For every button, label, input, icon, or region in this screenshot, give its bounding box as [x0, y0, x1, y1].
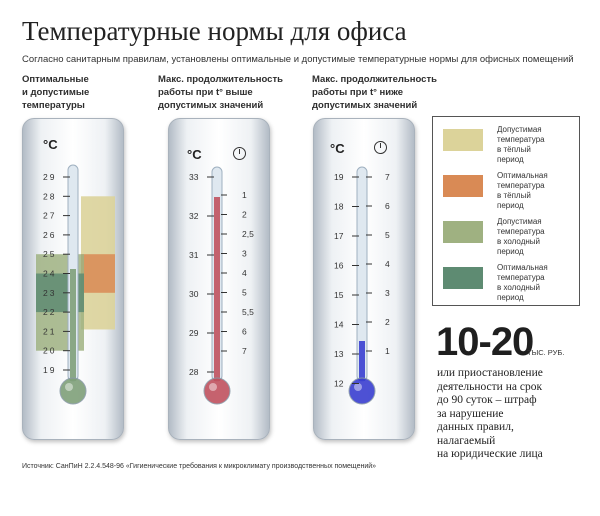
scale-tick-label: 22 [43, 307, 57, 318]
fine-description: или приостановление деятельности на срок до 90 суток – штраф за нарушение данных правил, налагаемый на юридические лица [437, 367, 543, 460]
scale-tick-label: 18 [334, 201, 344, 212]
scale-tick-label: 27 [43, 210, 57, 221]
hours-tick-label: 6 [385, 201, 390, 211]
bulb-highlight [65, 383, 73, 391]
scale-tick-label: 25 [43, 249, 57, 260]
scale-tick-label: 13 [334, 349, 344, 359]
hours-tick-label: 7 [385, 172, 390, 182]
column-label-optimal: Оптимальные и допустимые температуры [22, 74, 90, 111]
temperature-band [81, 254, 115, 293]
legend-item-cold-permissible [443, 217, 575, 255]
scale-tick-label: 31 [189, 250, 199, 260]
thermometer-optimal [22, 118, 124, 440]
scale-tick-label: 17 [334, 231, 344, 241]
legend-item-cold-optimal [443, 263, 575, 301]
hours-tick-label: 3 [385, 288, 390, 298]
bulb-highlight [209, 383, 217, 391]
hours-tick-label: 5 [242, 287, 247, 298]
scale-tick-label: 33 [189, 172, 199, 182]
thermometer-bulb [60, 378, 86, 404]
column-label-below: Макс. продолжительность работы при t° ниже допустимых значений [312, 74, 437, 111]
thermometer-bulb [349, 378, 375, 404]
hours-tick-label: 4 [385, 259, 390, 269]
legend-swatch [443, 221, 483, 243]
legend-label: Оптимальная температура в холодный период [497, 263, 548, 302]
scale-tick-label: 20 [43, 345, 57, 356]
hours-tick-label: 5,5 [242, 307, 254, 317]
celsius-unit: °C [43, 137, 58, 152]
scale-tick-label: 16 [334, 260, 344, 271]
thermometer-below-scale [314, 119, 414, 439]
column-label-above: Макс. продолжительность работы при t° выше допустимых значений [158, 74, 283, 111]
thermometer-bulb [204, 378, 230, 404]
thermometer-optimal-scale [23, 119, 123, 439]
scale-tick-label: 14 [334, 319, 344, 330]
page-title: Температурные нормы для офиса [22, 16, 407, 46]
legend-item-warm-optimal [443, 171, 575, 209]
scale-tick-label: 15 [334, 290, 344, 300]
thermometer-fluid [359, 341, 365, 381]
thermometer-fluid [70, 269, 76, 381]
legend-label: Оптимальная температура в тёплый период [497, 171, 548, 210]
scale-tick-label: 19 [334, 172, 344, 182]
scale-tick-label: 32 [189, 211, 199, 221]
hours-tick-label: 7 [242, 346, 247, 356]
scale-tick-label: 29 [189, 328, 199, 338]
legend-label: Допустимая температура в холодный период [497, 217, 545, 256]
celsius-unit: °C [330, 141, 345, 156]
celsius-unit: °C [187, 147, 202, 162]
legend-swatch [443, 175, 483, 197]
scale-tick-label: 28 [43, 191, 57, 202]
scale-tick-label: 21 [43, 326, 57, 337]
legend-swatch [443, 267, 483, 289]
hours-tick-label: 5 [385, 230, 390, 240]
legend-label: Допустимая температура в тёплый период [497, 125, 545, 164]
fine-currency: ТЫС. РУБ. [527, 348, 565, 357]
page-subtitle: Согласно санитарным правилам, установлены оптимальные и допустимые температурные нормы для офисных помещений [22, 54, 574, 65]
hours-tick-label: 1 [242, 190, 247, 200]
legend [432, 116, 580, 306]
scale-tick-label: 29 [43, 172, 57, 182]
hours-tick-label: 2,5 [242, 229, 254, 239]
thermometer-below [313, 118, 415, 440]
bulb-highlight [354, 383, 362, 391]
source-note: Источник: СанПиН 2.2.4.548-96 «Гигиенические требования к микроклимату производственных помещений» [22, 463, 377, 470]
thermometer-fluid [214, 197, 220, 381]
scale-tick-label: 24 [43, 268, 57, 279]
hours-tick-label: 6 [242, 326, 247, 337]
scale-tick-label: 19 [43, 365, 57, 375]
legend-item-warm-permissible [443, 125, 575, 163]
hours-tick-label: 2 [242, 209, 247, 220]
legend-swatch [443, 129, 483, 151]
scale-tick-label: 30 [189, 289, 199, 299]
hours-tick-label: 3 [242, 248, 247, 259]
fine-amount: 10-20 [436, 320, 534, 364]
hours-tick-label: 4 [242, 268, 247, 278]
scale-tick-label: 23 [43, 287, 57, 298]
scale-tick-label: 26 [43, 229, 57, 240]
thermometer-above-scale [169, 119, 269, 439]
hours-tick-label: 1 [385, 346, 390, 356]
scale-tick-label: 12 [334, 378, 344, 389]
thermometer-above [168, 118, 270, 440]
scale-tick-label: 28 [189, 367, 199, 377]
hours-tick-label: 2 [385, 317, 390, 327]
